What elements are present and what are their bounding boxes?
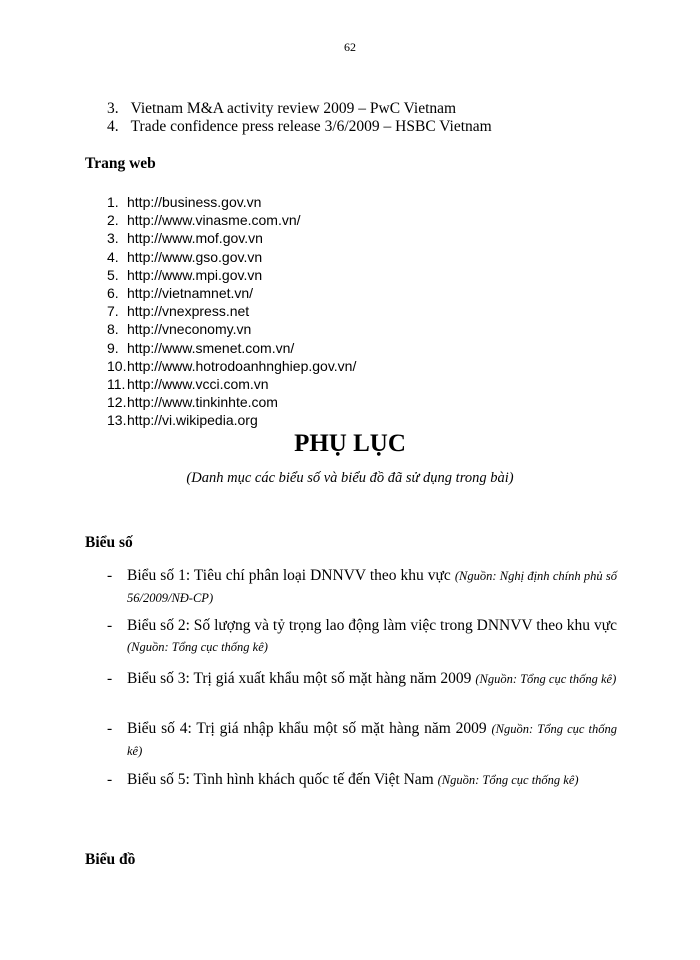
item-source: (Nguồn: Tổng cục thống kê) <box>437 773 579 787</box>
item-number: 3. <box>107 230 119 247</box>
list-dash: - <box>107 567 113 584</box>
website-item <box>107 211 356 229</box>
website-item <box>107 411 356 429</box>
reference-text: Trade confidence press release 3/6/2009 – HSBC Vietnam <box>130 118 492 135</box>
page-number: 62 <box>344 40 356 54</box>
websites-list <box>107 193 356 430</box>
item-source: (Nguồn: Nghị định chính phủ số 56/2009/NĐ-CP) <box>127 569 617 605</box>
website-link[interactable]: http://vneconomy.vn <box>127 321 252 338</box>
website-item <box>107 375 356 393</box>
item-number: 1. <box>107 194 119 210</box>
website-link[interactable]: http://vietnamnet.vn/ <box>127 285 254 302</box>
item-text: Biểu số 2: Số lượng và tỷ trọng lao động làm việc trong DNNVV theo khu vực <box>127 617 617 634</box>
websites-heading: Trang web <box>85 155 156 172</box>
website-item <box>107 393 356 411</box>
table-list-item <box>107 615 617 658</box>
item-number: 4. <box>107 248 119 265</box>
website-link[interactable]: http://www.hotrodoanhnghiep.gov.vn/ <box>127 357 357 374</box>
list-dash: - <box>107 670 113 687</box>
website-item <box>107 302 356 320</box>
item-number: 5. <box>107 266 119 283</box>
item-number: 9. <box>107 339 119 356</box>
website-link[interactable]: http://business.gov.vn <box>127 194 262 210</box>
appendix-title: PHỤ LỤC <box>294 430 406 457</box>
website-item <box>107 339 356 357</box>
website-link[interactable]: http://www.vcci.com.vn <box>127 376 269 393</box>
website-link[interactable]: http://www.smenet.com.vn/ <box>127 339 295 356</box>
website-link[interactable]: http://www.tinkinhte.com <box>127 394 278 411</box>
website-link[interactable]: http://www.vinasme.com.vn/ <box>127 212 301 229</box>
tables-heading: Biểu số <box>85 534 133 551</box>
reference-item <box>107 118 492 136</box>
item-text: Biểu số 5: Tình hình khách quốc tế đến Việt Nam <box>127 771 434 788</box>
item-number: 10. <box>107 357 127 374</box>
item-source: (Nguồn: Tổng cục thống kê) <box>127 722 617 758</box>
website-item <box>107 357 356 375</box>
item-number: 12. <box>107 394 127 411</box>
item-number: 2. <box>107 212 119 229</box>
website-link[interactable]: http://www.mof.gov.vn <box>127 230 263 247</box>
table-list-item <box>107 668 617 690</box>
list-dash: - <box>107 720 113 737</box>
website-item <box>107 320 356 338</box>
website-link[interactable]: http://www.mpi.gov.vn <box>127 266 263 283</box>
item-source: (Nguồn: Tổng cục thống kê) <box>475 672 617 686</box>
website-item <box>107 248 356 266</box>
item-number: 7. <box>107 303 119 320</box>
list-dash: - <box>107 771 113 788</box>
website-link[interactable]: http://www.gso.gov.vn <box>127 248 263 265</box>
item-number: 3. <box>107 100 119 117</box>
item-source: (Nguồn: Tổng cục thống kê) <box>127 640 268 654</box>
table-list-item <box>107 769 617 791</box>
appendix-subtitle: (Danh mục các biểu số và biểu đồ đã sử dụng trong bài) <box>186 470 514 486</box>
item-text: Biểu số 1: Tiêu chí phân loại DNNVV theo khu vực <box>127 567 451 584</box>
website-item <box>107 193 356 211</box>
list-dash: - <box>107 617 113 634</box>
table-list-item <box>107 565 617 609</box>
charts-heading: Biểu đồ <box>85 851 136 868</box>
table-list-item <box>107 718 617 762</box>
item-number: 8. <box>107 321 119 338</box>
item-text: Biểu số 4: Trị giá nhập khẩu một số mặt hàng năm 2009 <box>127 720 487 737</box>
item-number: 13. <box>107 412 127 429</box>
website-link[interactable]: http://vnexpress.net <box>127 303 250 320</box>
website-item <box>107 266 356 284</box>
reference-text: Vietnam M&A activity review 2009 – PwC Vietnam <box>130 100 457 117</box>
website-item <box>107 284 356 302</box>
item-text: Biểu số 3: Trị giá xuất khẩu một số mặt hàng năm 2009 <box>127 670 472 687</box>
reference-item <box>107 100 456 118</box>
website-link[interactable]: http://vi.wikipedia.org <box>127 412 258 429</box>
website-item <box>107 229 356 247</box>
item-number: 4. <box>107 118 119 135</box>
item-number: 6. <box>107 285 119 302</box>
item-number: 11. <box>107 376 126 393</box>
